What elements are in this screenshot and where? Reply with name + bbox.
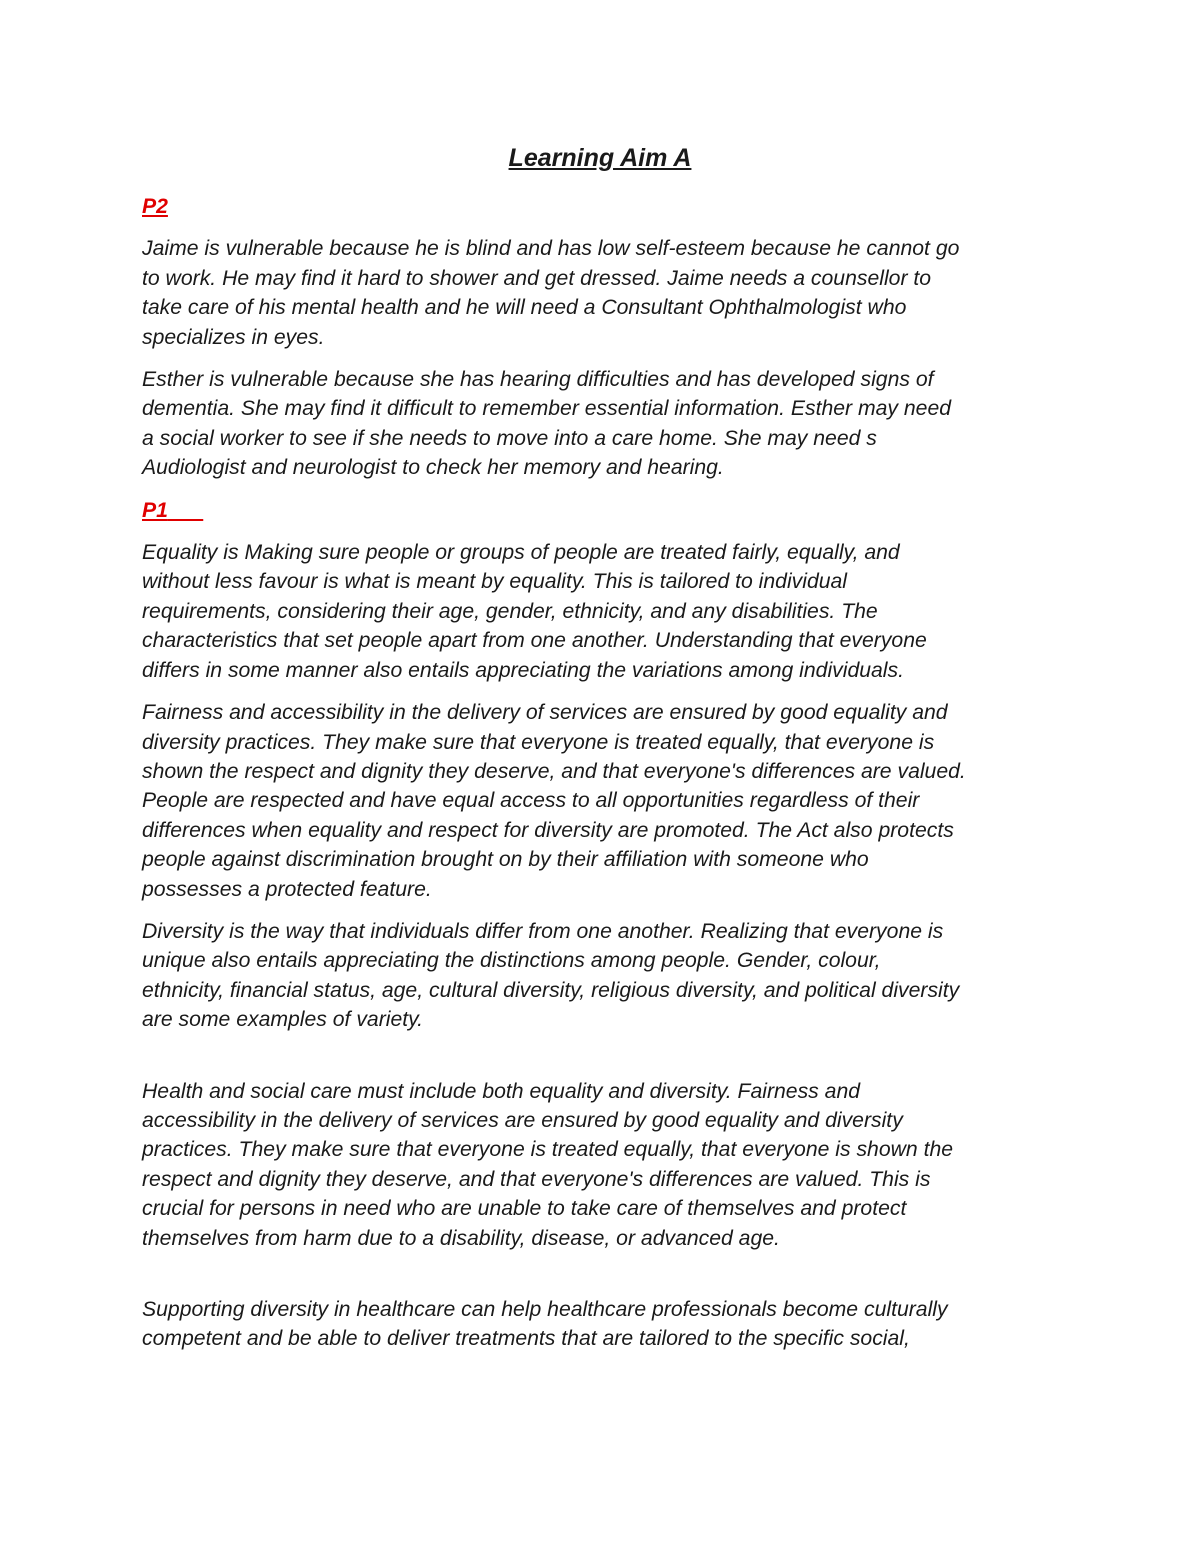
text-line: take care of his mental health and he will need a Consultant Ophthalmologist who xyxy=(142,296,907,320)
text-line: accessibility in the delivery of services are ensured by good equality and diversity xyxy=(142,1108,903,1132)
text-line: to work. He may find it hard to shower and get dressed. Jaime needs a counsellor to xyxy=(142,266,932,290)
paragraph xyxy=(142,917,1067,1035)
text-line: Esther is vulnerable because she has hearing difficulties and has developed signs of xyxy=(142,368,934,392)
text-line: crucial for persons in need who are unable to take care of themselves and protect xyxy=(142,1197,907,1221)
text-line: unique also entails appreciating the distinctions among people. Gender, colour, xyxy=(142,949,881,973)
text-line: are some examples of variety. xyxy=(142,1008,424,1032)
text-line: a social worker to see if she needs to move into a care home. She may need s xyxy=(142,426,877,450)
text-line: respect and dignity they deserve, and that everyone's differences are valued. This is xyxy=(142,1167,931,1191)
text-line: Audiologist and neurologist to check her memory and hearing. xyxy=(142,456,724,480)
text-line: differs in some manner also entails appreciating the variations among individuals. xyxy=(142,658,904,682)
text-line: Jaime is vulnerable because he is blind and has low self-esteem because he cannot go xyxy=(142,237,960,261)
document-title: Learning Aim A xyxy=(508,144,692,172)
paragraph xyxy=(142,234,1067,352)
text-line: shown the respect and dignity they deserve, and that everyone's differences are valued. xyxy=(142,759,966,783)
text-line: specializes in eyes. xyxy=(142,325,325,349)
text-line: competent and be able to deliver treatments that are tailored to the specific social, xyxy=(142,1327,910,1351)
text-line: practices. They make sure that everyone is treated equally, that everyone is shown the xyxy=(142,1138,954,1162)
text-line: Health and social care must include both equality and diversity. Fairness and xyxy=(142,1079,861,1103)
document-body xyxy=(142,192,1067,1367)
text-line: without less favour is what is meant by equality. This is tailored to individual xyxy=(142,570,848,594)
text-line: people against discrimination brought on by their affiliation with someone who xyxy=(142,848,869,872)
paragraph xyxy=(142,698,1067,904)
text-line: dementia. She may find it difficult to remember essential information. Esther may need xyxy=(142,397,952,421)
section-heading-p2: P2 xyxy=(142,195,168,218)
text-line: Fairness and accessibility in the delivery of services are ensured by good equality and xyxy=(142,701,948,725)
text-line: Diversity is the way that individuals differ from one another. Realizing that everyone is xyxy=(142,919,944,943)
text-line: ethnicity, financial status, age, cultural diversity, religious diversity, and political diversity xyxy=(142,978,960,1002)
text-line: Equality is Making sure people or groups of people are treated fairly, equally, and xyxy=(142,541,900,565)
text-line: Supporting diversity in healthcare can help healthcare professionals become culturally xyxy=(142,1298,948,1321)
text-line: diversity practices. They make sure that everyone is treated equally, that everyone is xyxy=(142,730,935,754)
text-line: requirements, considering their age, gender, ethnicity, and any disabilities. The xyxy=(142,599,878,623)
paragraph xyxy=(142,1077,1067,1253)
paragraph xyxy=(142,1295,1067,1354)
text-line: themselves from harm due to a disability, disease, or advanced age. xyxy=(142,1226,780,1250)
section-heading-p1: P1 xyxy=(142,498,168,522)
text-line: differences when equality and respect for diversity are promoted. The Act also protects xyxy=(142,818,954,842)
paragraph xyxy=(142,365,1067,483)
paragraph xyxy=(142,538,1067,685)
text-line: characteristics that set people apart from one another. Understanding that everyone xyxy=(142,629,927,653)
text-line: People are respected and have equal access to all opportunities regardless of their xyxy=(142,789,920,813)
text-line: possesses a protected feature. xyxy=(142,877,432,901)
